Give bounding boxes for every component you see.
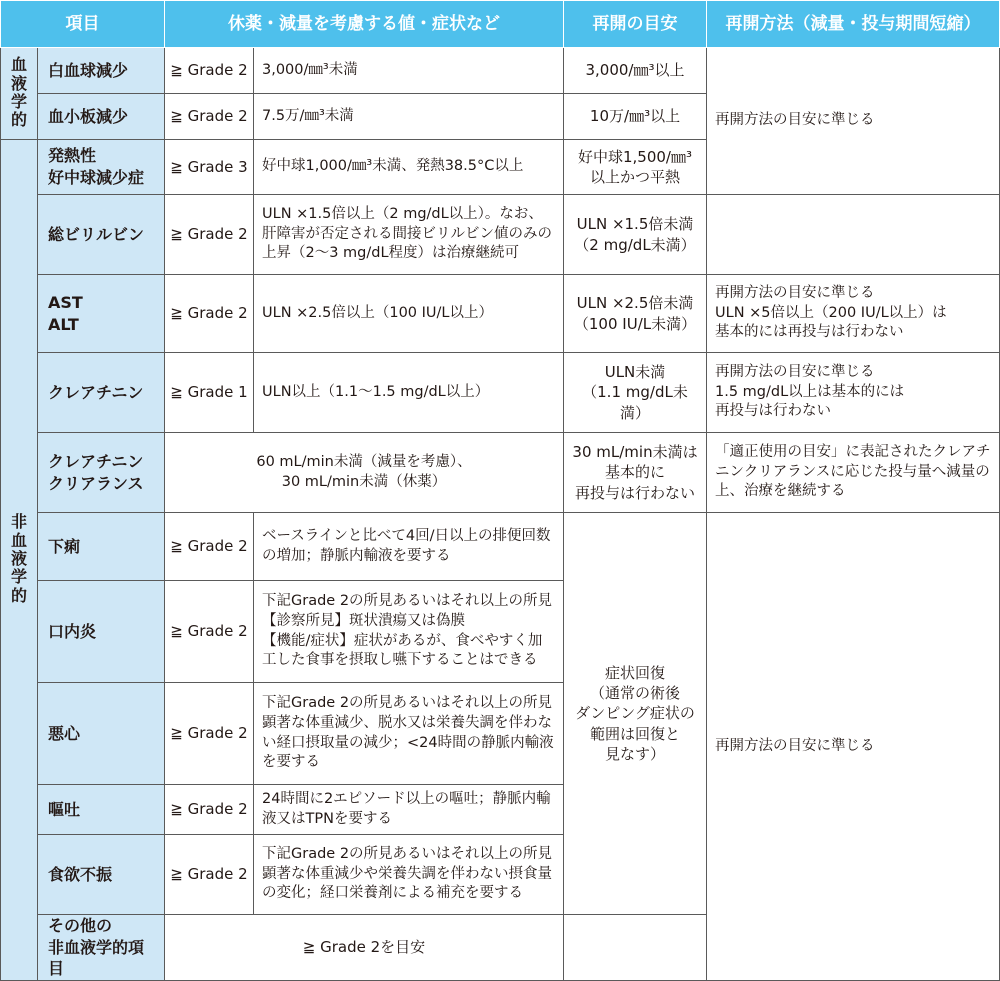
method-cell: 再開方法の目安に準じる xyxy=(707,513,1000,981)
method-cell: 再開方法の目安に準じる ULN ×5倍以上（200 IU/L以上）は 基本的には再投与は行わない xyxy=(707,275,1000,353)
condition-cell: 3,000/㎜³未満 xyxy=(254,48,564,94)
resume-cell: ULN未満 （1.1 mg/dL未満） xyxy=(564,353,707,433)
resume-cell: 好中球1,500/㎜³ 以上かつ平熱 xyxy=(564,140,707,195)
grade-cell: ≧ Grade 2 xyxy=(165,835,254,915)
category-hematologic: 血液学的 xyxy=(1,48,38,140)
method-cell: 再開方法の目安に準じる 1.5 mg/dL以上は基本的には 再投与は行わない xyxy=(707,353,1000,433)
grade-cell: ≧ Grade 2 xyxy=(165,683,254,785)
condition-cell: ULN ×1.5倍以上（2 mg/dL以上）。なお、肝障害が否定される間接ビリルビン値のみの上昇（2〜3 mg/dL程度）は治療継続可 xyxy=(254,195,564,275)
grade-cell: ≧ Grade 2 xyxy=(165,94,254,140)
resume-cell: 3,000/㎜³以上 xyxy=(564,48,707,94)
item-cell: 白血球減少 xyxy=(38,48,165,94)
grade-cell: ≧ Grade 2 xyxy=(165,195,254,275)
header-row xyxy=(1,1,1000,48)
grade-cell: ≧ Grade 2 xyxy=(165,275,254,353)
method-cell: 「適正使用の目安」に表記されたクレアチニンクリアランスに応じた投与量へ減量の上、治療を継続する xyxy=(707,433,1000,513)
condition-cell: ベースラインと比べて4回/日以上の排便回数の増加；静脈内輸液を要する xyxy=(254,513,564,581)
grade-cell: ≧ Grade 2 xyxy=(165,48,254,94)
table-row xyxy=(1,513,1000,581)
header-item: 項目 xyxy=(1,1,165,48)
grade-cell: ≧ Grade 2 xyxy=(165,785,254,835)
method-cell-empty xyxy=(707,195,1000,275)
condition-cell: 下記Grade 2の所見あるいはそれ以上の所見 顕著な体重減少、脱水又は栄養失調を伴わない経口摂取量の減少；<24時間の静脈内輸液を要する xyxy=(254,683,564,785)
resume-cell: 10万/㎜³以上 xyxy=(564,94,707,140)
item-cell: 発熱性 好中球減少症 xyxy=(38,140,165,195)
item-cell: 血小板減少 xyxy=(38,94,165,140)
item-cell: 下痢 xyxy=(38,513,165,581)
condition-cell: 下記Grade 2の所見あるいはそれ以上の所見 顕著な体重減少や栄養失調を伴わない摂食量の変化；経口栄養剤による補充を要する xyxy=(254,835,564,915)
condition-cell: 7.5万/㎜³未満 xyxy=(254,94,564,140)
item-cell: 嘔吐 xyxy=(38,785,165,835)
resume-cell: 30 mL/min未満は 基本的に 再投与は行わない xyxy=(564,433,707,513)
item-cell: クレアチニン xyxy=(38,353,165,433)
resume-cell: ULN ×2.5倍未満 （100 IU/L未満） xyxy=(564,275,707,353)
item-cell: AST ALT xyxy=(38,275,165,353)
resume-cell-empty xyxy=(564,915,707,981)
grade-cell: ≧ Grade 2 xyxy=(165,513,254,581)
grade-cell: ≧ Grade 3 xyxy=(165,140,254,195)
table-row xyxy=(1,195,1000,275)
header-method: 再開方法（減量・投与期間短縮） xyxy=(707,1,1000,48)
condition-cell: ULN以上（1.1〜1.5 mg/dL以上） xyxy=(254,353,564,433)
grade-cell: ≧ Grade 2 xyxy=(165,581,254,683)
condition-cell: 下記Grade 2の所見あるいはそれ以上の所見 【診察所見】斑状潰瘍又は偽膜 【機能/症状】症状があるが、食べやすく加工した食事を摂取し嚥下することはできる xyxy=(254,581,564,683)
table-row xyxy=(1,433,1000,513)
resume-cell: 症状回復 （通常の術後 ダンピング症状の 範囲は回復と 見なす） xyxy=(564,513,707,915)
condition-cell: ULN ×2.5倍以上（100 IU/L以上） xyxy=(254,275,564,353)
condition-cell: 24時間に2エピソード以上の嘔吐；静脈内輸液又はTPNを要する xyxy=(254,785,564,835)
item-cell: 悪心 xyxy=(38,683,165,785)
condition-cell: 好中球1,000/㎜³未満、発熱38.5°C以上 xyxy=(254,140,564,195)
item-cell: 食欲不振 xyxy=(38,835,165,915)
method-cell: 再開方法の目安に準じる xyxy=(707,48,1000,195)
table-row xyxy=(1,353,1000,433)
resume-cell: ULN ×1.5倍未満 （2 mg/dL未満） xyxy=(564,195,707,275)
condition-cell: 60 mL/min未満（減量を考慮）、 30 mL/min未満（休薬） xyxy=(165,433,564,513)
category-non-hematologic: 非血液学的 xyxy=(1,140,38,981)
grade-cell: ≧ Grade 1 xyxy=(165,353,254,433)
condition-cell: ≧ Grade 2を目安 xyxy=(165,915,564,981)
table-row xyxy=(1,275,1000,353)
header-resume: 再開の目安 xyxy=(564,1,707,48)
table-row xyxy=(1,48,1000,94)
item-cell: 総ビリルビン xyxy=(38,195,165,275)
item-cell: クレアチニン クリアランス xyxy=(38,433,165,513)
item-cell: 口内炎 xyxy=(38,581,165,683)
header-condition: 休薬・減量を考慮する値・症状など xyxy=(165,1,564,48)
item-cell: その他の 非血液学的項目 xyxy=(38,915,165,981)
